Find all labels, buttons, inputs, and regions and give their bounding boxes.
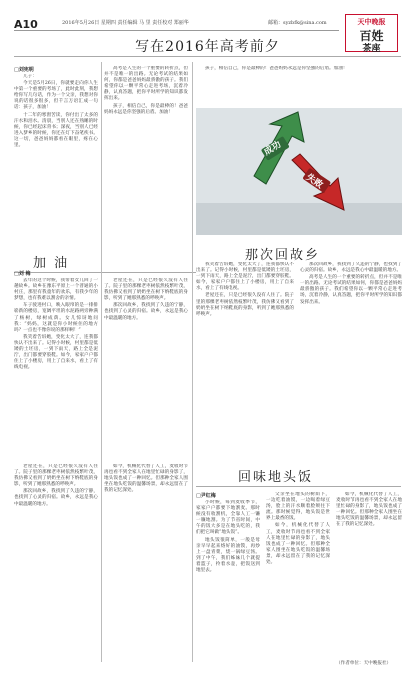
issue-meta: 2016年5月26日 星期四 责任编辑 马 里 责任校对 郑丽华 — [62, 20, 189, 26]
paragraph: 儿子： — [23, 74, 37, 79]
paragraph: 孩子，相信自己，你是最棒的！爸爸妈妈永远是你坚强的后盾。加油！ — [205, 66, 348, 71]
article-column — [196, 262, 294, 462]
article-column — [14, 74, 98, 246]
section-rule — [196, 486, 401, 487]
logo-paper-name: 天中晚报 — [346, 16, 397, 27]
section-rule — [14, 272, 196, 273]
headline-rule — [14, 56, 401, 57]
paragraph: 地头饭很简单，一般是母亲早早起来烙好的油馍，再炒上一盘青菜，烧一锅绿豆汤。到了中午，我们姊妹几个就提着篮子，拎着水壶，把饭送到地里去。 — [196, 537, 260, 574]
paragraph: 高考是人生的一个重要的转折点，但并不是唯一的出路。无论考试的结果如何，你都是爸爸妈妈最骄傲的孩子。我们希望你以一颗平常心走进考场，沉着冷静，认真答题，把你平时所学的知识都发挥出来。 — [300, 275, 402, 305]
paragraph: 高考是人生的一个重要的转折点，但并不是唯一的出路。无论考试的结果如何，你都是爸爸妈妈最骄傲的孩子。我们希望你以一颗平常心走进考场，沉着冷静，认真答题，把你平时所学的知识都发挥出来。 — [104, 66, 188, 102]
section-tag: □刘宪明 — [14, 67, 34, 73]
paragraph: 如今，机械化代替了人工，麦收时节再也看不到全家人在地里忙碌的身影了，地头饭也成了一种回忆。但那种全家人围坐在地头吃饭的温馨场景，却永远留在了我的记忆深处。 — [104, 464, 188, 494]
article-title: 那次回故乡 — [245, 248, 321, 263]
article-title: 加 油 — [33, 256, 70, 271]
article-column — [104, 464, 188, 664]
paragraph: 我笑着告诉她，变化太大了，连我都快认不出来了。记得小时候，村里都是低矮的土坯房，一到下雨天，路上全是泥泞，出门都要穿胶鞋。如今，家家户户都住上了小楼房，用上了自来水，看上了有线电视。 — [14, 334, 98, 371]
article-column — [196, 66, 402, 104]
paragraph: 去年的这个时候，我带着女儿回了一趟故乡。故乡在豫东平原上一个普通的小村庄，那里有我童年的欢乐，有我少年的梦想，也有我难以割舍的亲情。 — [14, 278, 98, 302]
article-column — [104, 66, 188, 246]
article-column — [104, 278, 188, 458]
success-label: 成功 — [262, 139, 284, 158]
paragraph: 孩子，相信自己，你是最棒的！爸爸妈妈永远是你坚强的后盾。加油！ — [104, 103, 188, 115]
success-failure-illustration — [196, 108, 402, 235]
paragraph: 十二年的寒窗苦读，你付出了太多的汗水和泪水。清晨，当别人还在熟睡的时候，你已经起床背书；深夜，当别人已经进入梦乡的时候，你还在灯下奋笔疾书。这一切，爸爸妈妈都看在眼里，疼在心里。 — [14, 112, 98, 149]
paragraph: 那次回故乡，我找到了久违的宁静，也找到了心灵的归宿。故乡，永远是我心中最温暖的地方。 — [300, 262, 402, 274]
page-headline: 写在2016年高考前夕 — [135, 39, 280, 55]
paragraph: 车子驶进村口，映入眼帘的是一排排崭新的楼房，宽阔平坦的水泥路两旁种满了杨树，绿树成荫。女儿惊讶地问我：“妈妈，这就是你小时候住的地方吗？一点也不像你说的那样啊！” — [14, 303, 98, 333]
article-column — [14, 278, 98, 458]
paragraph: 那次回故乡，我找到了久违的宁静，也找到了心灵的归宿。故乡，永远是我心中最温暖的地方。 — [104, 303, 188, 321]
paragraph: 老屋还在，只是已经很久没有人住了。院子里的那棵老枣树依然枝繁叶茂，我仿佛又看到了奶奶坐在树下纳鞋底的身影，听到了她那熟悉的呼唤声。 — [14, 464, 98, 488]
column-divider — [101, 62, 102, 662]
header-rule — [14, 30, 339, 31]
article-column — [266, 492, 330, 665]
article-column — [196, 500, 260, 665]
logo-title-bottom: 茶座 — [362, 44, 381, 54]
paragraph: 小时候，每到麦收季节，家家户户都要下地割麦。那时候没有收割机，全靠人工一镰一镰地割。为了节省时间，中午的饭大多是在地头吃的，我们把它叫做“地头饭”。 — [196, 500, 260, 536]
article-column — [14, 464, 98, 664]
section-tag: □刘 梅 — [14, 271, 31, 277]
article-column — [336, 492, 402, 657]
paragraph: 那次回故乡，我找到了久违的宁静，也找到了心灵的归宿。故乡，永远是我心中最温暖的地方。 — [14, 489, 98, 507]
failure-label: 失败 — [303, 172, 325, 191]
paragraph: 如今，机械化代替了人工，麦收时节再也看不到全家人在地里忙碌的身影了，地头饭也成了一种回忆。但那种全家人围坐在地头吃饭的温馨场景，却永远留在了我的记忆深处。 — [266, 523, 330, 566]
article-column — [300, 262, 402, 462]
paragraph: 如今，机械化代替了人工，麦收时节再也看不到全家人在地里忙碌的身影了，地头饭也成了一种回忆。但那种全家人围坐在地头吃饭的温馨场景，却永远留在了我的记忆深处。 — [336, 492, 402, 528]
paragraph: 老屋还在，只是已经很久没有人住了。院子里的那棵老枣树依然枝繁叶茂，我仿佛又看到了奶奶坐在树下纳鞋底的身影，听到了她那熟悉的呼唤声。 — [104, 278, 188, 302]
logo-title-top: 百姓 — [359, 29, 384, 43]
author-unit: （作者单位：天中晚报社） — [336, 661, 392, 666]
paragraph: 我笑着告诉她，变化太大了，连我都快认不出来了。记得小时候，村里都是低矮的土坯房，一到下雨天，路上全是泥泞，出门都要穿胶鞋。如今，家家户户都住上了小楼房，用上了自来水，看上了有线电视。 — [196, 262, 294, 292]
editor-email: 邮箱：syzbfk@sina.com — [268, 20, 327, 26]
paragraph: 老屋还在，只是已经很久没有人住了。院子里的那棵老枣树依然枝繁叶茂，我仿佛又看到了奶奶坐在树下纳鞋底的身影，听到了她那熟悉的呼唤声。 — [196, 293, 294, 317]
paragraph: 今天是5月26日，你就要走向你人生中第一个重要的考场了，此时此刻，我想给你写几句话，作为一个父亲，我想对你说的话很多很多，但千言万语汇成一句话：孩子，加油！ — [14, 81, 98, 111]
paragraph: 父亲坐在地头的树荫下，一边吃着油馍，一边喝着绿豆汤，脸上的汗水顺着脸颊往下流。那时候觉得，地头饭是世界上最香的饭。 — [266, 492, 330, 522]
arrows-graphic — [196, 108, 402, 235]
article-title: 回味地头饭 — [238, 470, 314, 485]
page-number: A10 — [14, 18, 38, 31]
section-tag: □尹红梅 — [196, 493, 216, 499]
column-divider — [192, 62, 193, 662]
